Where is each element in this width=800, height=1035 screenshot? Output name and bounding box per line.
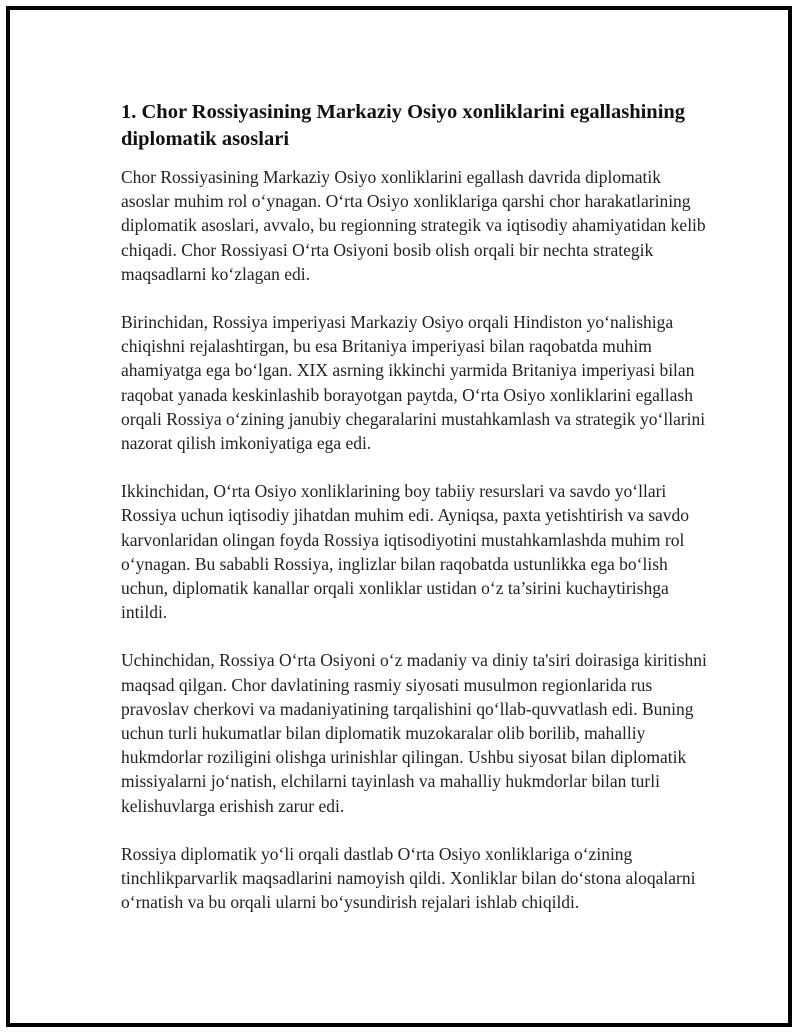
paragraph: Chor Rossiyasining Markaziy Osiyo xonliklarini egallash davrida diplomatik asoslar muhim rol o‘ynagan. O‘rta Osiyo xonliklariga qarshi chor harakatlarining diplomatik asoslari, avvalo, bu regionning strategik va iqtisodiy ahamiyatidan kelib chiqadi. Chor Rossiyasi O‘rta Osiyoni bosib olish orqali bir nechta strategik maqsadlarni ko‘zlagan edi.: [121, 167, 706, 284]
document-body: [121, 99, 711, 938]
paragraph: Rossiya diplomatik yo‘li orqali dastlab O‘rta Osiyo xonliklariga o‘zining tinchlikparvarlik maqsadlarini namoyish qildi. Xonliklar bilan do‘stona aloqalarni o‘rnatish va bu orqali ularni bo‘ysundirish rejalari ishlab chiqildi.: [121, 843, 696, 913]
page-frame: [6, 6, 792, 1027]
paragraph: Birinchidan, Rossiya imperiyasi Markaziy Osiyo orqali Hindiston yo‘nalishiga chiqishni rejalashtirgan, bu esa Britaniya imperiyasi bilan raqobatda muhim ahamiyatga ega bo‘lgan. XIX asrning ikkinchi yarmida Britaniya imperiyasi bilan raqobat yanada keskinlashib borayotgan paytda, O‘rta Osiyo xonliklarini egallash orqali Rossiya o‘zining janubiy chegaralarini mustahkamlash va strategik yo‘llarini nazorat qilish imkoniyatiga ega edi.: [121, 312, 706, 454]
paragraph: Ikkinchidan, O‘rta Osiyo xonliklarining boy tabiiy resurslari va savdo yo‘llari Rossiya uchun iqtisodiy jihatdan muhim edi. Ayniqsa, paxta yetishtirish va savdo karvonlaridan olingan foyda Rossiya iqtisodiyotini mustahkamlashda muhim rol o‘ynagan. Bu sababli Rossiya, inglizlar bilan raqobatda ustunlikka ega bo‘lish uchun, diplomatik kanallar orqali xonliklar ustidan o‘z ta’sirini kuchaytirishga intildi.: [121, 481, 690, 623]
section-title: 1. Chor Rossiyasining Markaziy Osiyo xonliklarini egallashining diplomatik asoslari: [121, 101, 686, 150]
paragraph: Uchinchidan, Rossiya O‘rta Osiyoni o‘z madaniy va diniy ta'siri doirasiga kiritishni maqsad qilgan. Chor davlatining rasmiy siyosati musulmon regionlarida rus pravoslav cherkovi va madaniyatining tarqalishini qo‘llab-quvvatlash edi. Buning uchun turli hukumatlar bilan diplomatik muzokaralar olib borilib, mahalliy hukmdorlar roziligini olishga urinishlar qilingan. Ushbu siyosat bilan diplomatik missiyalarni jo‘natish, elchilarni tayinlash va mahalliy hukmdorlar bilan turli kelishuvlarga erishish zarur edi.: [121, 650, 707, 816]
